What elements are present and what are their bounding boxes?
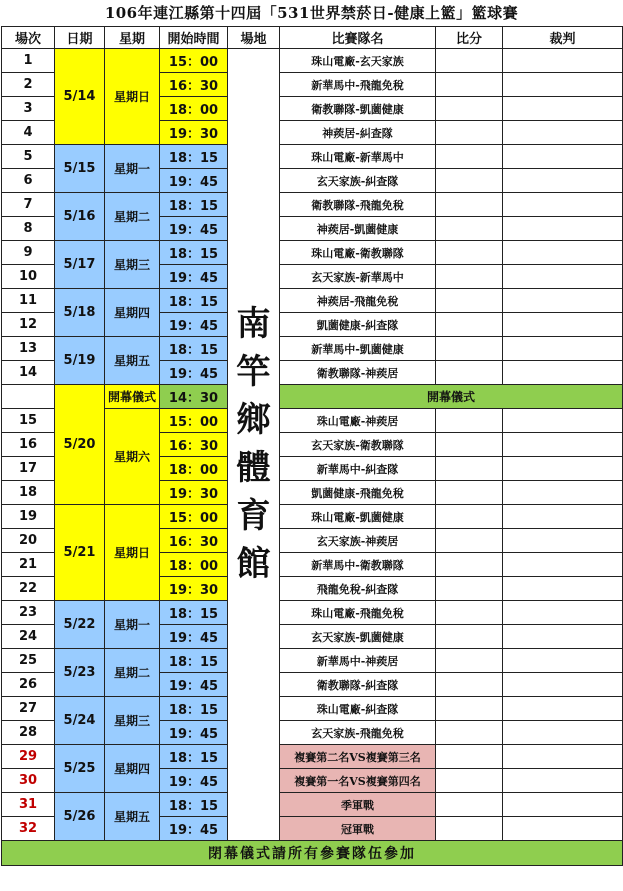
venue-char: 館: [236, 543, 271, 584]
schedule-table: [1, 26, 623, 866]
score-cell[interactable]: [436, 817, 503, 841]
date-cell: 5/26: [55, 793, 105, 841]
match-name: 衛教聯隊-凱薗健康: [280, 97, 436, 121]
start-time: 19：45: [160, 361, 228, 385]
score-cell[interactable]: [436, 769, 503, 793]
opening-label: 開幕儀式: [105, 385, 160, 409]
game-number: 3: [2, 97, 55, 121]
start-time: 18：00: [160, 553, 228, 577]
game-number: 7: [2, 193, 55, 217]
start-time: 18：15: [160, 193, 228, 217]
header-date: 日期: [55, 27, 105, 49]
page-title: 106年連江縣第十四屆「531世界禁菸日-健康上籃」籃球賽: [104, 4, 519, 22]
score-cell[interactable]: [436, 313, 503, 337]
score-cell[interactable]: [436, 409, 503, 433]
match-name: 凱薗健康-糾查隊: [280, 313, 436, 337]
referee-cell[interactable]: [503, 313, 623, 337]
match-name: 神蒺居-飛龍免稅: [280, 289, 436, 313]
header-score: 比分: [436, 27, 503, 49]
referee-cell[interactable]: [503, 97, 623, 121]
score-cell[interactable]: [436, 601, 503, 625]
game-number: 23: [2, 601, 55, 625]
game-number: 4: [2, 121, 55, 145]
start-time: 18：15: [160, 697, 228, 721]
referee-cell[interactable]: [503, 793, 623, 817]
start-time: 19：45: [160, 673, 228, 697]
referee-cell[interactable]: [503, 289, 623, 313]
game-number: 29: [2, 745, 55, 769]
header-game-no: 場次: [2, 27, 55, 49]
score-cell[interactable]: [436, 265, 503, 289]
match-name: 玄天家族-衛教聯隊: [280, 433, 436, 457]
start-time: 18：00: [160, 457, 228, 481]
start-time: 19：45: [160, 169, 228, 193]
referee-cell[interactable]: [503, 553, 623, 577]
game-number: 24: [2, 625, 55, 649]
referee-cell[interactable]: [503, 505, 623, 529]
footer-row: [2, 841, 623, 866]
match-name: 新華馬中-凱薗健康: [280, 337, 436, 361]
referee-cell[interactable]: [503, 145, 623, 169]
table-row: [2, 145, 623, 169]
score-cell[interactable]: [436, 457, 503, 481]
game-number: 11: [2, 289, 55, 313]
match-name: 飛龍免稅-糾查隊: [280, 577, 436, 601]
start-time: 19：45: [160, 721, 228, 745]
referee-cell[interactable]: [503, 481, 623, 505]
referee-cell[interactable]: [503, 697, 623, 721]
game-number: 10: [2, 265, 55, 289]
start-time: 18：15: [160, 145, 228, 169]
date-cell: 5/23: [55, 649, 105, 697]
start-time: 18：15: [160, 289, 228, 313]
game-number: 19: [2, 505, 55, 529]
venue-char: 竿: [236, 351, 271, 392]
score-cell[interactable]: [436, 433, 503, 457]
match-name: 神蒺居-糾查隊: [280, 121, 436, 145]
score-cell[interactable]: [436, 697, 503, 721]
date-cell: 5/19: [55, 337, 105, 385]
opening-number-cell: [2, 385, 55, 409]
game-number: 15: [2, 409, 55, 433]
start-time: 18：15: [160, 241, 228, 265]
match-name: 珠山電廠-凱薗健康: [280, 505, 436, 529]
match-name: 衛教聯隊-神蒺居: [280, 361, 436, 385]
start-time: 19：45: [160, 313, 228, 337]
referee-cell[interactable]: [503, 433, 623, 457]
start-time: 15：00: [160, 409, 228, 433]
score-cell[interactable]: [436, 73, 503, 97]
referee-cell[interactable]: [503, 601, 623, 625]
game-number: 2: [2, 73, 55, 97]
weekday-cell: 星期日: [105, 505, 160, 601]
start-time: 19：30: [160, 481, 228, 505]
weekday-cell: 星期三: [105, 241, 160, 289]
match-name: 玄天家族-新華馬中: [280, 265, 436, 289]
score-cell[interactable]: [436, 745, 503, 769]
referee-cell[interactable]: [503, 457, 623, 481]
start-time: 16：30: [160, 529, 228, 553]
game-number: 17: [2, 457, 55, 481]
weekday-cell: 星期二: [105, 193, 160, 241]
game-number: 16: [2, 433, 55, 457]
game-number: 22: [2, 577, 55, 601]
table-row: [2, 49, 623, 73]
game-number: 14: [2, 361, 55, 385]
match-name: 珠山電廠-神蒺居: [280, 409, 436, 433]
game-number: 9: [2, 241, 55, 265]
date-cell: 5/21: [55, 505, 105, 601]
header-weekday: 星期: [105, 27, 160, 49]
start-time: 19：45: [160, 769, 228, 793]
score-cell[interactable]: [436, 145, 503, 169]
referee-cell[interactable]: [503, 49, 623, 73]
referee-cell[interactable]: [503, 721, 623, 745]
table-row: [2, 241, 623, 265]
score-cell[interactable]: [436, 97, 503, 121]
header-start-time: 開始時間: [160, 27, 228, 49]
score-cell[interactable]: [436, 289, 503, 313]
start-time: 18：15: [160, 649, 228, 673]
start-time: 18：15: [160, 745, 228, 769]
score-cell[interactable]: [436, 553, 503, 577]
venue-char: 育: [236, 495, 271, 536]
venue-cell: [228, 49, 280, 841]
table-row: [2, 289, 623, 313]
referee-cell[interactable]: [503, 265, 623, 289]
match-name: 冠軍戰: [280, 817, 436, 841]
weekday-cell: 星期五: [105, 337, 160, 385]
opening-time: 14：30: [160, 385, 228, 409]
referee-cell[interactable]: [503, 817, 623, 841]
referee-cell[interactable]: [503, 409, 623, 433]
table-row: [2, 697, 623, 721]
game-number: 26: [2, 673, 55, 697]
date-cell: 5/15: [55, 145, 105, 193]
score-cell[interactable]: [436, 481, 503, 505]
match-name: 玄天家族-神蒺居: [280, 529, 436, 553]
score-cell[interactable]: [436, 673, 503, 697]
match-name: 珠山電廠-衛教聯隊: [280, 241, 436, 265]
weekday-cell: 星期四: [105, 745, 160, 793]
score-cell[interactable]: [436, 361, 503, 385]
score-cell[interactable]: [436, 721, 503, 745]
game-number: 27: [2, 697, 55, 721]
venue-char: 體: [236, 447, 271, 488]
match-name: 玄天家族-凱薗健康: [280, 625, 436, 649]
game-number: 20: [2, 529, 55, 553]
score-cell[interactable]: [436, 793, 503, 817]
match-name: 珠山電廠-糾查隊: [280, 697, 436, 721]
game-number: 32: [2, 817, 55, 841]
date-cell: 5/22: [55, 601, 105, 649]
score-cell[interactable]: [436, 577, 503, 601]
date-cell: 5/25: [55, 745, 105, 793]
game-number: 31: [2, 793, 55, 817]
match-name: 複賽第二名VS複賽第三名: [280, 745, 436, 769]
score-cell[interactable]: [436, 505, 503, 529]
start-time: 15：00: [160, 505, 228, 529]
weekday-cell: 星期四: [105, 289, 160, 337]
header-venue: 場地: [228, 27, 280, 49]
date-cell: 5/18: [55, 289, 105, 337]
match-name: 衛教聯隊-糾查隊: [280, 673, 436, 697]
start-time: 19：45: [160, 817, 228, 841]
start-time: 18：15: [160, 793, 228, 817]
weekday-cell: 星期日: [105, 49, 160, 145]
table-row: [2, 337, 623, 361]
header-referee: 裁判: [503, 27, 623, 49]
game-number: 18: [2, 481, 55, 505]
referee-cell[interactable]: [503, 73, 623, 97]
header-match: 比賽隊名: [280, 27, 436, 49]
match-name: 神蒺居-凱薗健康: [280, 217, 436, 241]
game-number: 12: [2, 313, 55, 337]
date-cell: 5/24: [55, 697, 105, 745]
match-name: 玄天家族-飛龍免稅: [280, 721, 436, 745]
match-name: 凱薗健康-飛龍免稅: [280, 481, 436, 505]
referee-cell[interactable]: [503, 169, 623, 193]
match-name: 衛教聯隊-飛龍免稅: [280, 193, 436, 217]
weekday-cell: 星期一: [105, 145, 160, 193]
date-cell: 5/16: [55, 193, 105, 241]
referee-cell[interactable]: [503, 649, 623, 673]
game-number: 6: [2, 169, 55, 193]
referee-cell[interactable]: [503, 193, 623, 217]
start-time: 16：30: [160, 433, 228, 457]
table-row: [2, 601, 623, 625]
table-row: [2, 193, 623, 217]
opening-banner: 開幕儀式: [280, 385, 623, 409]
start-time: 19：30: [160, 577, 228, 601]
game-number: 28: [2, 721, 55, 745]
referee-cell[interactable]: [503, 769, 623, 793]
weekday-cell: 星期三: [105, 697, 160, 745]
venue-char: 南: [236, 303, 271, 344]
date-cell: 5/14: [55, 49, 105, 145]
referee-cell[interactable]: [503, 361, 623, 385]
score-cell[interactable]: [436, 169, 503, 193]
closing-ceremony-note: 閉幕儀式請所有參賽隊伍參加: [2, 841, 623, 866]
match-name: 新華馬中-飛龍免稅: [280, 73, 436, 97]
start-time: 16：30: [160, 73, 228, 97]
header-row: [2, 27, 623, 49]
match-name: 新華馬中-糾查隊: [280, 457, 436, 481]
game-number: 13: [2, 337, 55, 361]
referee-cell[interactable]: [503, 625, 623, 649]
referee-cell[interactable]: [503, 337, 623, 361]
date-cell: 5/20: [55, 385, 105, 505]
score-cell[interactable]: [436, 49, 503, 73]
match-name: 複賽第一名VS複賽第四名: [280, 769, 436, 793]
start-time: 19：45: [160, 265, 228, 289]
referee-cell[interactable]: [503, 241, 623, 265]
score-cell[interactable]: [436, 241, 503, 265]
weekday-cell: 星期五: [105, 793, 160, 841]
game-number: 21: [2, 553, 55, 577]
start-time: 19：45: [160, 625, 228, 649]
score-cell[interactable]: [436, 625, 503, 649]
score-cell[interactable]: [436, 529, 503, 553]
weekday-cell: 星期二: [105, 649, 160, 697]
start-time: 18：15: [160, 601, 228, 625]
table-row: [2, 793, 623, 817]
referee-cell[interactable]: [503, 121, 623, 145]
match-name: 新華馬中-衛教聯隊: [280, 553, 436, 577]
match-name: 玄天家族-糾查隊: [280, 169, 436, 193]
match-name: 珠山電廠-飛龍免稅: [280, 601, 436, 625]
match-name: 新華馬中-神蒺居: [280, 649, 436, 673]
game-number: 5: [2, 145, 55, 169]
table-row: [2, 505, 623, 529]
game-number: 8: [2, 217, 55, 241]
game-number: 30: [2, 769, 55, 793]
date-cell: 5/17: [55, 241, 105, 289]
match-name: 季軍戰: [280, 793, 436, 817]
start-time: 18：00: [160, 97, 228, 121]
referee-cell[interactable]: [503, 745, 623, 769]
start-time: 15：00: [160, 49, 228, 73]
score-cell[interactable]: [436, 649, 503, 673]
score-cell[interactable]: [436, 217, 503, 241]
score-cell[interactable]: [436, 121, 503, 145]
start-time: 19：45: [160, 217, 228, 241]
weekday-cell: 星期一: [105, 601, 160, 649]
table-row: [2, 649, 623, 673]
game-number: 1: [2, 49, 55, 73]
referee-cell[interactable]: [503, 577, 623, 601]
referee-cell[interactable]: [503, 217, 623, 241]
start-time: 19：30: [160, 121, 228, 145]
referee-cell[interactable]: [503, 673, 623, 697]
referee-cell[interactable]: [503, 529, 623, 553]
match-name: 珠山電廠-新華馬中: [280, 145, 436, 169]
venue-char: 鄉: [236, 399, 271, 440]
weekday-cell: 星期六: [105, 409, 160, 505]
game-number: 25: [2, 649, 55, 673]
score-cell[interactable]: [436, 193, 503, 217]
opening-row: [2, 385, 623, 409]
start-time: 18：15: [160, 337, 228, 361]
match-name: 珠山電廠-玄天家族: [280, 49, 436, 73]
score-cell[interactable]: [436, 337, 503, 361]
table-row: [2, 745, 623, 769]
